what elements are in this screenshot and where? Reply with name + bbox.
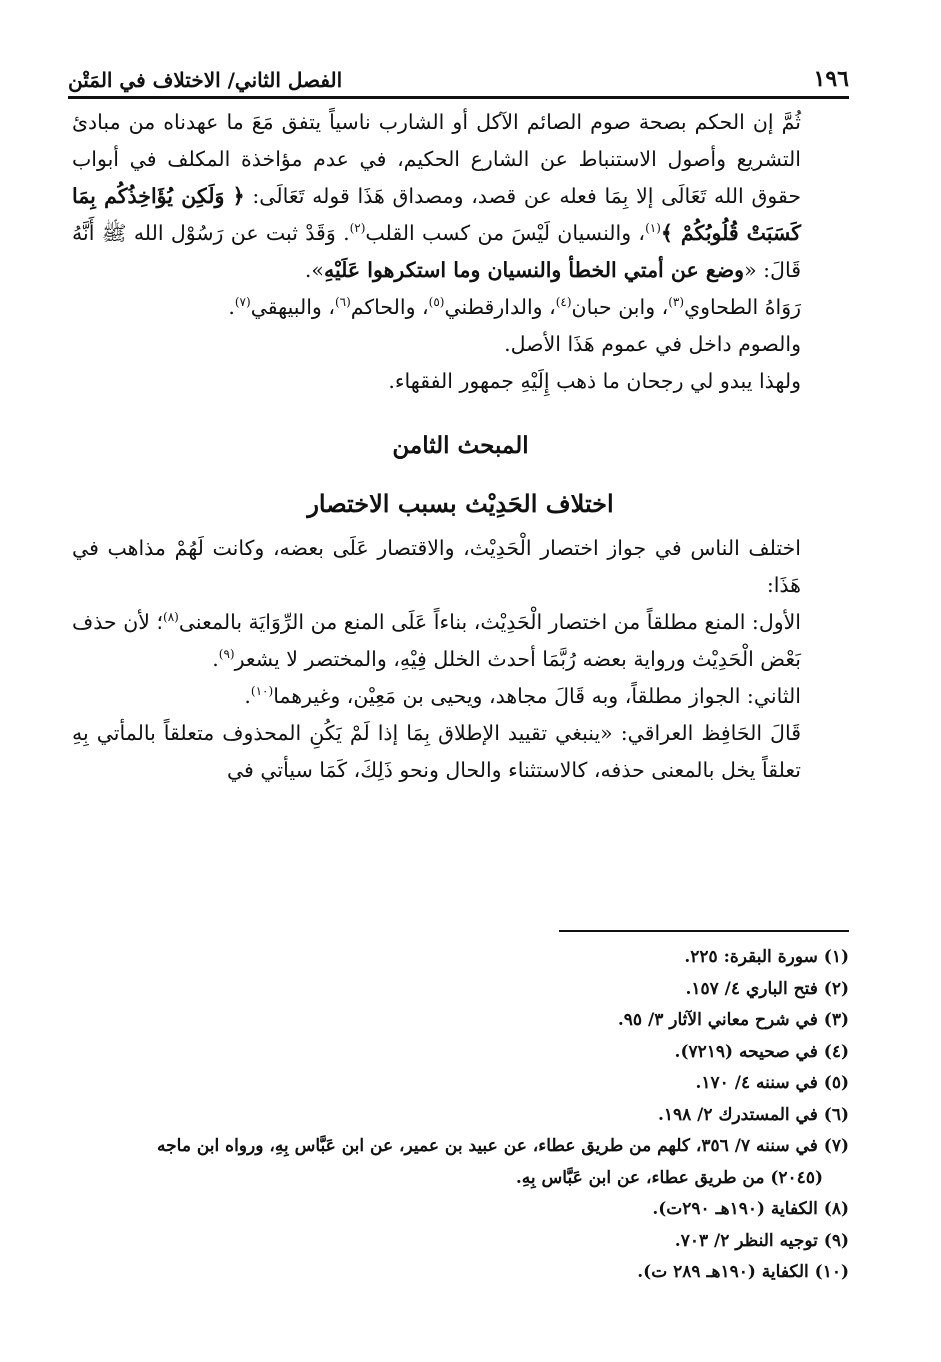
footnote-ref-7[interactable]: (٧) (234, 295, 251, 310)
footnote: (١) سورة البقرة: ٢٢٥. (684, 947, 849, 967)
footnote: (٣) في شرح معاني الآثار ٣/ ٩٥. (617, 1010, 849, 1030)
paragraph (72, 289, 849, 326)
footnote-ref-6[interactable]: (٦) (334, 295, 351, 310)
footnotes-list (72, 942, 849, 1289)
running-header (68, 52, 849, 99)
footnote-ref-2[interactable]: (٢) (349, 221, 366, 236)
section-title: المبحث الثامن (392, 432, 529, 459)
text-run: ، والدارقطني (444, 295, 556, 319)
text-run: ، وابن حبان (571, 295, 669, 319)
footnote-continuation: (٢٠٤٥) من طريق عطاء، عن ابن عَبَّاس بِهِ. (515, 1167, 823, 1188)
footnote-ref-10[interactable]: (١٠) (250, 684, 274, 699)
text-run: . وَقَدْ ثبت عن رَسُوْل الله ﷺ أَنَّهُ قَالَ: « (72, 221, 801, 282)
footnote: (٥) في سننه ٤/ ١٧٠. (695, 1073, 849, 1093)
footnote-ref-9[interactable]: (٩) (218, 647, 235, 662)
footnote: (٦) في المستدرك ٢/ ١٩٨. (657, 1104, 849, 1125)
quran-verse: ﴿ وَلَكِن يُؤَاخِذُكُم بِمَا كَسَبَتْ قُلُوبُكُمْ ﴾ (72, 184, 802, 245)
running-title: الفصل الثاني/ الاختلاف في المَتْن (68, 68, 343, 92)
text-run: ، والنسيان لَيْسَ من كسب القلب (365, 221, 646, 245)
footnote: (٤) في صحيحه (٧٢١٩). (674, 1041, 849, 1062)
paragraph (72, 678, 849, 715)
text-run: ؛ لأن حذف بَعْض الْحَدِيْث ورواية بعضه رُبَّمَا أحدث الخلل فِيْهِ، والمختصر لا يشعر (72, 610, 801, 671)
text-run: ثُمَّ إن الحكم بصحة صوم الصائم الآكل أو الشارب ناسياً يتفق مَعَ ما عهدناه من مبادئ التشريع وأصول الاستنباط عن الشارع الحكيم، في عدم مؤاخذة المكلف في أبواب حقوق الله تَعَالَى إلا بِمَا فعله عن قصد، ومصداق هَذَا قوله تَعَالَى: (72, 110, 801, 208)
paragraph: قَالَ الحَافِظ العراقي: «ينبغي تقييد الإطلاق بِمَا إذا لَمْ يَكُنِ المحذوف متعلقاً بالمأتي بِهِ تعلقاً يخل بالمعنى حذفه، كالاستثناء والحال ونحو ذَلِكَ، كَمَا سيأتي في (72, 721, 801, 782)
text-run: رَوَاهُ الطحاوي (684, 295, 801, 319)
text-run: ، والحاكم (350, 295, 429, 319)
paragraph: اختلف الناس في جواز اختصار الْحَدِيْث، والاقتصار عَلَى بعضه، وكانت لَهُمْ مذاهب في هَذَا: (72, 536, 801, 597)
footnote-ref-3[interactable]: (٣) (668, 295, 685, 310)
text-run: . (244, 684, 251, 708)
text-run: الثاني: الجواز مطلقاً، وبه قَالَ مجاهد، ويحيى بن مَعِيْن، وغيرهما (273, 684, 801, 708)
paragraph (72, 604, 849, 678)
footnote-ref-4[interactable]: (٤) (555, 295, 572, 310)
footnote: (٩) توجيه النظر ٢/ ٧٠٣. (674, 1230, 849, 1251)
page-number: ١٩٦ (813, 66, 849, 92)
text-run: . (212, 647, 219, 671)
footnote-divider (559, 930, 849, 932)
footnote: (٧) في سننه ٧/ ٣٥٦، كلهم من طريق عطاء، عن عبيد بن عمير، عن ابن عَبَّاس بِهِ، ورواه ابن ماجه (157, 1136, 849, 1156)
main-text (72, 104, 849, 789)
text-run: . (228, 295, 235, 319)
footnote: (٨) الكفاية (١٩٠هـ ٢٩٠ت). (652, 1199, 849, 1219)
footnote-ref-5[interactable]: (٥) (428, 295, 445, 310)
hadith-quote: وضع عن أمتي الخطأ والنسيان وما استكرهوا عَلَيْهِ (323, 258, 745, 282)
text-run: ، والبيهقي (250, 295, 335, 319)
footnote-ref-8[interactable]: (٨) (163, 610, 179, 625)
chapter-title: اختلاف الحَدِيْث بسبب الاختصار (307, 489, 614, 518)
footnote: (٢) فتح الباري ٤/ ١٥٧. (685, 978, 849, 999)
footnote: (١٠) الكفاية (١٩٠هـ ٢٨٩ ت). (637, 1262, 849, 1282)
paragraph: والصوم داخل في عموم هَذَا الأصل. (504, 332, 801, 356)
text-run: ». (304, 258, 324, 282)
footnote-ref-1[interactable]: (١) (645, 221, 661, 236)
paragraph: ولهذا يبدو لي رجحان ما ذهب إِلَيْهِ جمهور الفقهاء. (388, 369, 801, 393)
text-run: الأول: المنع مطلقاً من اختصار الْحَدِيْث، بناءاً عَلَى المنع من الرِّوَايَة بالمعنى (178, 610, 801, 634)
paragraph (72, 104, 849, 289)
